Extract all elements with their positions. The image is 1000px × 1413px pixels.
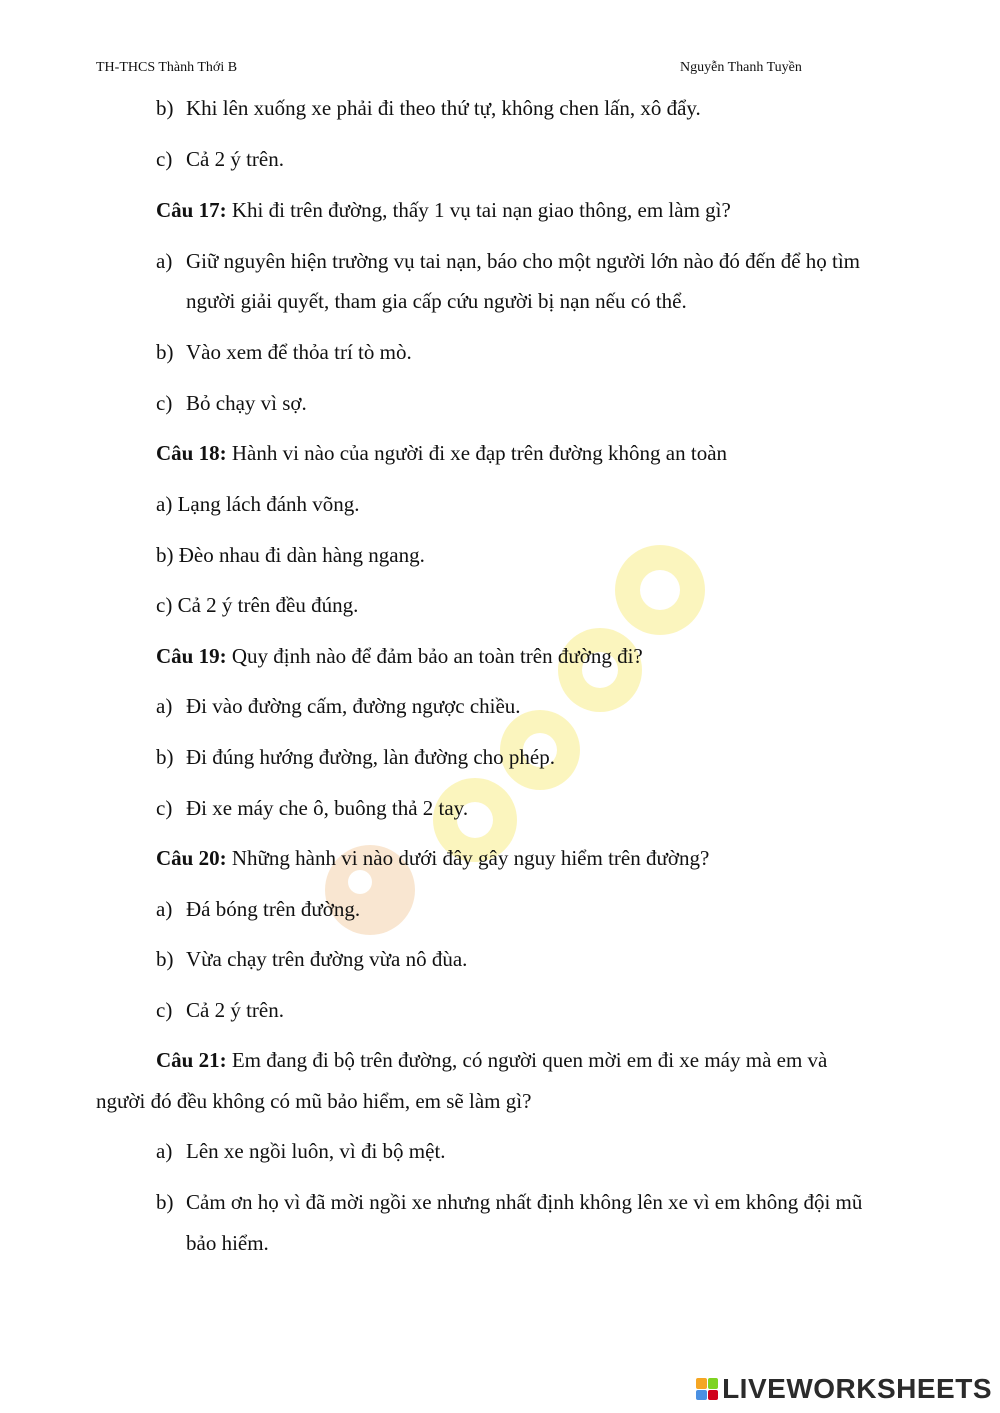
question-number: Câu 19: [156,644,227,668]
option-text: Khi lên xuống xe phải đi theo thứ tự, không chen lấn, xô đẩy. [186,96,701,120]
question-number: Câu 17: [156,198,227,222]
question-number: Câu 18: [156,441,227,465]
q16-option-b [156,96,701,121]
question-20 [156,846,709,871]
q21-option-b [156,1190,862,1215]
liveworksheets-logo[interactable] [696,1373,992,1405]
question-18 [156,441,727,466]
question-21-continued: người đó đều không có mũ bảo hiểm, em sẽ làm gì? [96,1089,532,1113]
q17-option-c [156,391,307,416]
option-text: Lên xe ngồi luôn, vì đi bộ mệt. [186,1139,446,1163]
q17-option-b [156,340,412,365]
q21-option-a [156,1139,446,1164]
question-21 [156,1048,950,1073]
option-text: Giữ nguyên hiện trường vụ tai nạn, báo cho một người lớn nào đó đến để họ tìm [186,249,861,273]
option-text: Bỏ chạy vì sợ. [186,391,307,415]
liveworksheets-logo-icon [696,1378,718,1400]
option-label: b) [156,947,174,971]
q20-option-b [156,947,467,972]
option-label: c) [156,796,173,820]
question-text: Quy định nào để đảm bảo an toàn trên đường đi? [226,644,643,668]
option-label: a) [156,1139,173,1163]
option-text: Cảm ơn họ vì đã mời ngồi xe nhưng nhất định không lên xe vì em không đội mũ [186,1190,863,1214]
q18-option-c: c) Cả 2 ý trên đều đúng. [156,593,359,617]
option-label: a) [156,249,173,273]
option-text: Vừa chạy trên đường vừa nô đùa. [186,947,468,971]
q21-option-b-continued: bảo hiểm. [186,1231,269,1255]
option-label: a) [156,694,173,718]
liveworksheets-logo-text: LIVEWORKSHEETS [722,1373,992,1404]
vndoc-watermark-icon [300,520,760,960]
question-number: Câu 21: [156,1048,227,1072]
q17-option-a [156,249,860,274]
question-19 [156,644,643,669]
option-label: c) [156,391,173,415]
q19-option-c [156,796,468,821]
option-label: b) [156,340,174,364]
option-text: Đá bóng trên đường. [186,897,361,921]
q19-option-b [156,745,555,770]
q18-option-a: a) Lạng lách đánh võng. [156,492,360,516]
page-header-left: TH-THCS Thành Thới B [96,60,238,75]
option-text: Cả 2 ý trên. [186,998,284,1022]
option-text: Vào xem để thỏa trí tò mò. [186,340,412,364]
q17-option-a-continued: người giải quyết, tham gia cấp cứu người bị nạn nếu có thể. [186,289,687,313]
option-label: b) [156,1190,174,1214]
q20-option-a [156,897,360,922]
question-number: Câu 20: [156,846,227,870]
option-text: Đi vào đường cấm, đường ngược chiều. [186,694,521,718]
option-label: b) [156,96,174,120]
question-text: Em đang đi bộ trên đường, có người quen mời em đi xe máy mà em và [226,1048,828,1072]
option-text: Đi đúng hướng đường, làn đường cho phép. [186,745,556,769]
question-text: Hành vi nào của người đi xe đạp trên đường không an toàn [226,441,728,465]
option-label: b) [156,745,174,769]
option-label: c) [156,998,173,1022]
option-text: Cả 2 ý trên. [186,147,284,171]
option-text: Đi xe máy che ô, buông thả 2 tay. [186,796,469,820]
page-header-right: Nguyễn Thanh Tuyền [680,60,802,75]
question-17 [156,198,731,223]
option-label: a) [156,897,173,921]
question-text: Những hành vi nào dưới đây gây nguy hiểm trên đường? [226,846,710,870]
q18-option-b: b) Đèo nhau đi dàn hàng ngang. [156,543,425,567]
option-label: c) [156,147,173,171]
question-text: Khi đi trên đường, thấy 1 vụ tai nạn giao thông, em làm gì? [226,198,731,222]
q19-option-a [156,694,521,719]
q20-option-c [156,998,284,1023]
q16-option-c [156,147,284,172]
